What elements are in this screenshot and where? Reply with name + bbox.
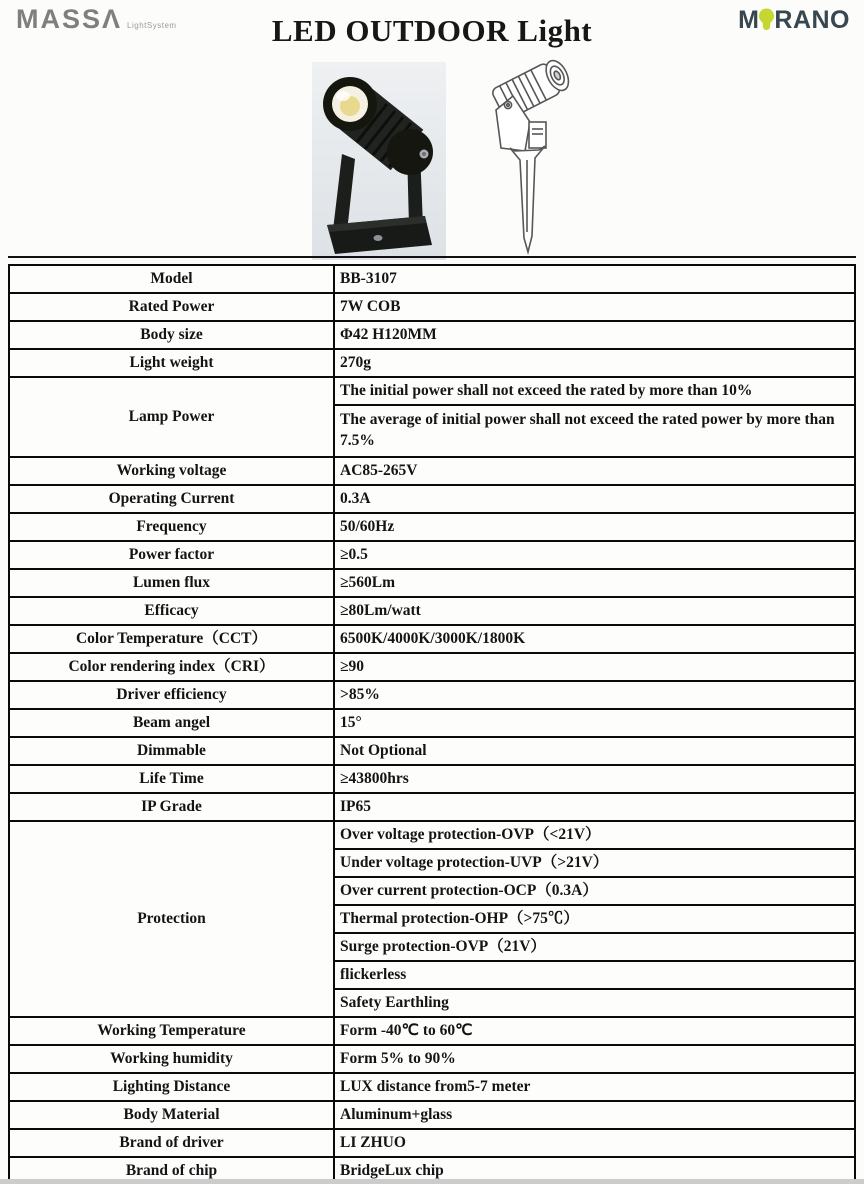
table-row [9,349,855,377]
spec-label: Body size [9,321,334,349]
massa-logo-text: MASSΛ [16,4,123,34]
spec-value: Under voltage protection-UVP（>21V） [334,849,855,877]
spec-value: BridgeLux chip [334,1157,855,1184]
table-row [9,541,855,569]
spec-value: Form -40℃ to 60℃ [334,1017,855,1045]
table-row [9,653,855,681]
table-row [9,321,855,349]
spec-value: 7W COB [334,293,855,321]
spec-label: Light weight [9,349,334,377]
spec-label: Color Temperature（CCT） [9,625,334,653]
spec-label: Lumen flux [9,569,334,597]
spec-value: flickerless [334,961,855,989]
spec-label: Efficacy [9,597,334,625]
spec-label: Power factor [9,541,334,569]
table-row [9,1129,855,1157]
table-row [9,457,855,485]
spec-value: AC85-265V [334,457,855,485]
table-row [9,597,855,625]
page-title: LED OUTDOOR Light [271,13,593,48]
table-top-rule [8,256,856,264]
scan-edge-strip [0,1179,864,1184]
spec-table-wrap [8,256,856,1184]
table-row [9,377,855,405]
spec-label: Model [9,265,334,293]
spec-label: Body Material [9,1101,334,1129]
spec-value: Form 5% to 90% [334,1045,855,1073]
spec-value: Aluminum+glass [334,1101,855,1129]
table-row [9,293,855,321]
table-row [9,681,855,709]
spec-value: ≥560Lm [334,569,855,597]
spec-value: Safety Earthling [334,989,855,1017]
spec-value: IP65 [334,793,855,821]
spec-label: Rated Power [9,293,334,321]
spec-value: Over voltage protection-OVP（<21V） [334,821,855,849]
table-row [9,765,855,793]
spec-label: Lighting Distance [9,1073,334,1101]
spec-value: The initial power shall not exceed the rated by more than 10% [334,377,855,405]
spec-label: Beam angel [9,709,334,737]
spec-value: LI ZHUO [334,1129,855,1157]
spec-value: 15° [334,709,855,737]
spec-value: 0.3A [334,485,855,513]
table-row [9,737,855,765]
spec-value: Φ42 H120MM [334,321,855,349]
morano-logo-prefix: M [738,6,760,34]
spec-label: IP Grade [9,793,334,821]
spec-value: Over current protection-OCP（0.3A） [334,877,855,905]
spec-value: Thermal protection-OHP（>75℃） [334,905,855,933]
spec-value: 270g [334,349,855,377]
spec-value: Not Optional [334,737,855,765]
table-row [9,625,855,653]
spec-value: Surge protection-OVP（21V） [334,933,855,961]
spec-label: Protection [9,821,334,1017]
table-row [9,1017,855,1045]
spec-label: Frequency [9,513,334,541]
spec-table [8,264,856,1184]
spec-value: BB-3107 [334,265,855,293]
spec-value: The average of initial power shall not exceed the rated power by more than 7.5% [334,405,855,457]
table-row [9,485,855,513]
spec-table-body [9,265,855,1184]
table-row [9,1045,855,1073]
spec-label: Life Time [9,765,334,793]
spec-value: ≥80Lm/watt [334,597,855,625]
product-sketch [479,50,587,258]
spec-value: ≥90 [334,653,855,681]
table-row [9,265,855,293]
spec-label: Dimmable [9,737,334,765]
morano-logo-suffix: RANO [774,6,850,34]
spec-value: >85% [334,681,855,709]
spec-value: LUX distance from5-7 meter [334,1073,855,1101]
table-row [9,821,855,849]
spec-label: Working voltage [9,457,334,485]
spec-label: Operating Current [9,485,334,513]
table-row [9,513,855,541]
massa-logo-subtext: LightSystem [127,21,177,30]
spec-label: Color rendering index（CRI） [9,653,334,681]
table-row [9,1101,855,1129]
table-row [9,569,855,597]
spec-value: 50/60Hz [334,513,855,541]
table-row [9,709,855,737]
spec-value: ≥43800hrs [334,765,855,793]
table-row [9,793,855,821]
spec-label: Lamp Power [9,377,334,457]
spec-label: Working Temperature [9,1017,334,1045]
spec-label: Brand of driver [9,1129,334,1157]
product-photo [312,62,446,260]
spec-label: Brand of chip [9,1157,334,1184]
spec-label: Working humidity [9,1045,334,1073]
morano-logo [738,4,850,37]
lightbulb-icon [758,7,775,40]
spec-value: 6500K/4000K/3000K/1800K [334,625,855,653]
table-row [9,1073,855,1101]
spec-label: Driver efficiency [9,681,334,709]
spec-value: ≥0.5 [334,541,855,569]
